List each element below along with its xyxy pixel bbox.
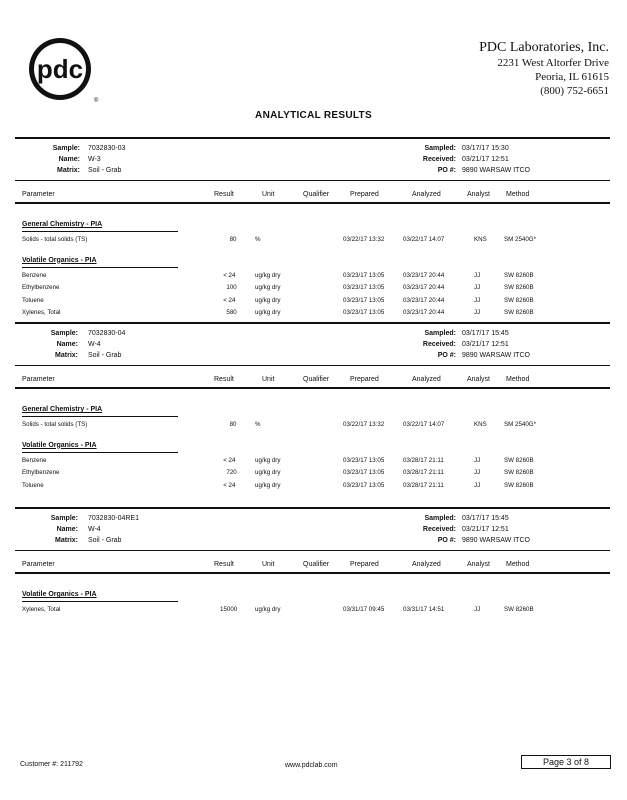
col-header-prepared: Prepared [350,561,379,568]
received-label: Received: [422,156,456,163]
cell-prepared: 03/22/17 13:32 [343,421,385,428]
cell-unit: % [255,421,261,428]
sample-id: 7032830-04RE1 [88,515,139,522]
name-label: Name: [58,156,80,163]
cell-method: SW 8260B [504,481,534,489]
col-header-analyzed: Analyzed [412,561,441,568]
matrix-label: Matrix: [55,537,78,544]
cell-analyst: KNS [474,421,487,428]
cell-result: < 24 [223,456,236,464]
sampled-date: 03/17/17 15:45 [462,515,509,522]
sample-name: W-4 [88,526,101,533]
col-header-analyst: Analyst [467,191,490,198]
col-header-parameter: Parameter [22,376,55,383]
sampled-label: Sampled: [424,145,456,152]
matrix-label: Matrix: [57,167,80,174]
matrix-label: Matrix: [55,352,78,359]
cell-method: SW 8260B [504,456,534,464]
cell-result: 100 [226,284,237,291]
cell-unit: ug/kg dry [255,309,281,316]
col-header-parameter: Parameter [22,561,55,568]
cell-prepared: 03/31/17 09:45 [343,606,385,613]
col-header-unit: Unit [262,376,275,383]
company-name: PDC Laboratories, Inc. [479,40,609,55]
sampled-label: Sampled: [424,515,456,522]
sample-name: W-4 [88,341,101,348]
cell-unit: ug/kg dry [255,606,281,613]
cell-result: 80 [229,421,237,428]
company-address2: Peoria, IL 61615 [535,71,609,83]
cell-method: SM 2540G* [504,236,536,243]
pdc-logo [22,36,102,106]
header-rule [15,387,610,389]
cell-unit: ug/kg dry [255,456,281,464]
cell-analyzed: 03/28/17 21:11 [403,481,444,489]
cell-prepared: 03/23/17 13:05 [343,284,385,291]
cell-analyst: JJ [474,456,481,464]
received-date: 03/21/17 12:51 [462,341,509,348]
sampled-label: Sampled: [424,330,456,337]
cell-analyzed: 03/23/17 20:44 [403,309,445,316]
received-date: 03/21/17 12:51 [462,526,509,533]
cell-prepared: 03/22/17 13:32 [343,236,385,243]
cell-analyst: JJ [474,606,481,613]
block-meta-rule [15,550,610,551]
col-header-method: Method [506,191,530,198]
cell-method: SW 8260B [504,309,534,316]
cell-method: SW 8260B [504,469,534,476]
section-title: Volatile Organics - PIA [22,441,97,449]
cell-unit: ug/kg dry [255,271,281,279]
cell-analyst: JJ [474,469,481,476]
svg-text:®: ® [94,98,99,104]
po-label: PO #: [437,167,456,174]
cell-analyzed: 03/28/17 21:11 [403,456,444,464]
col-header-parameter: Parameter [22,191,55,198]
section-rule [22,231,178,232]
name-label: Name: [56,341,78,348]
cell-method: SM 2540G* [504,421,536,428]
company-phone: (800) 752-6651 [540,85,609,97]
po-number: 9890 WARSAW ITCO [462,352,530,359]
col-header-prepared: Prepared [350,376,379,383]
logo-text: pdc [36,54,84,84]
cell-prepared: 03/23/17 13:05 [343,456,385,464]
col-header-method: Method [506,376,530,383]
header-rule [15,572,610,574]
cell-parameter: Toluene [22,481,44,489]
col-header-analyzed: Analyzed [412,191,441,198]
col-header-result: Result [214,191,234,198]
col-header-qualifier: Qualifier [303,561,330,568]
sample-matrix: Soil - Grab [88,167,122,174]
cell-analyzed: 03/22/17 14:07 [403,421,445,428]
col-header-qualifier: Qualifier [303,376,330,383]
col-header-analyst: Analyst [467,376,490,383]
cell-method: SW 8260B [504,296,534,304]
cell-analyzed: 03/22/17 14:07 [403,236,445,243]
name-label: Name: [56,526,78,533]
received-date: 03/21/17 12:51 [462,156,509,163]
cell-analyzed: 03/23/17 20:44 [403,296,445,304]
cell-analyzed: 03/23/17 20:44 [403,271,445,279]
cell-analyst: JJ [474,309,481,316]
section-title: General Chemistry - PIA [22,406,103,413]
col-header-qualifier: Qualifier [303,191,330,198]
cell-method: SW 8260B [504,284,534,291]
sample-label: Sample: [52,145,80,152]
po-number: 9890 WARSAW ITCO [462,167,530,174]
sample-id: 7032830-04 [88,330,126,337]
cell-unit: ug/kg dry [255,296,281,304]
sampled-date: 03/17/17 15:45 [462,330,509,337]
cell-prepared: 03/23/17 13:05 [343,469,385,476]
cell-result: 720 [226,469,237,476]
section-rule [22,267,178,268]
po-label: PO #: [437,537,456,544]
customer-number: Customer #: 211792 [20,761,83,768]
cell-prepared: 03/23/17 13:05 [343,309,385,316]
cell-result: < 24 [223,296,236,304]
po-number: 9890 WARSAW ITCO [462,537,530,544]
section-rule [22,452,178,453]
block-top-rule [15,137,610,139]
section-rule [22,416,178,417]
col-header-result: Result [214,561,234,568]
cell-method: SW 8260B [504,271,534,279]
page-indicator: Page 3 of 8 [521,755,611,769]
cell-unit: ug/kg dry [255,469,281,476]
sample-label: Sample: [50,330,78,337]
cell-parameter: Solids - total solids (TS) [22,236,88,243]
cell-parameter: Toluene [22,296,44,304]
col-header-prepared: Prepared [350,191,379,198]
cell-unit: ug/kg dry [255,481,281,489]
cell-parameter: Ethylbenzene [22,284,60,291]
cell-unit: % [255,236,261,243]
cell-analyst: JJ [474,481,481,489]
cell-analyzed: 03/31/17 14:51 [403,606,445,613]
page-title: ANALYTICAL RESULTS [255,110,372,121]
col-header-unit: Unit [262,191,275,198]
cell-analyzed: 03/23/17 20:44 [403,284,445,291]
company-address1: 2231 West Altorfer Drive [497,57,609,69]
cell-analyzed: 03/28/17 21:11 [403,469,444,476]
cell-parameter: Xylenes, Total [22,606,61,613]
cell-parameter: Ethylbenzene [22,469,60,476]
cell-unit: ug/kg dry [255,284,281,291]
col-header-analyzed: Analyzed [412,376,441,383]
cell-result: 580 [226,309,237,316]
cell-prepared: 03/23/17 13:05 [343,271,385,279]
section-title: Volatile Organics - PIA [22,256,97,264]
cell-analyst: JJ [474,296,481,304]
cell-prepared: 03/23/17 13:05 [343,296,385,304]
block-meta-rule [15,180,610,181]
section-title: Volatile Organics - PIA [22,591,97,598]
cell-result: < 24 [223,271,236,279]
cell-analyst: KNS [474,236,487,243]
cell-prepared: 03/23/17 13:05 [343,481,385,489]
sample-matrix: Soil - Grab [88,352,122,359]
cell-result: 80 [229,236,237,243]
block-meta-rule [15,365,610,366]
cell-parameter: Solids - total solids (TS) [22,421,88,428]
col-header-analyst: Analyst [467,561,490,568]
cell-result: 15000 [220,606,238,613]
cell-result: < 24 [223,481,236,489]
col-header-method: Method [506,561,530,568]
sample-name: W-3 [88,156,101,163]
po-label: PO #: [437,352,456,359]
cell-analyst: JJ [474,284,481,291]
block-top-rule [15,322,610,324]
cell-parameter: Benzene [22,456,47,464]
col-header-result: Result [214,376,234,383]
section-title: General Chemistry - PIA [22,221,103,228]
cell-method: SW 8260B [504,606,534,613]
website-link[interactable]: www.pdclab.com [285,762,338,769]
sample-matrix: Soil - Grab [88,537,122,544]
section-rule [22,601,178,602]
received-label: Received: [422,341,456,348]
cell-parameter: Benzene [22,271,47,279]
sample-label: Sample: [50,515,78,522]
received-label: Received: [422,526,456,533]
sampled-date: 03/17/17 15:30 [462,145,509,152]
block-top-rule [15,507,610,509]
header-rule [15,202,610,204]
col-header-unit: Unit [262,561,275,568]
sample-id: 7032830-03 [88,145,126,152]
company-block [479,40,609,98]
cell-analyst: JJ [474,271,481,279]
cell-parameter: Xylenes, Total [22,309,61,316]
